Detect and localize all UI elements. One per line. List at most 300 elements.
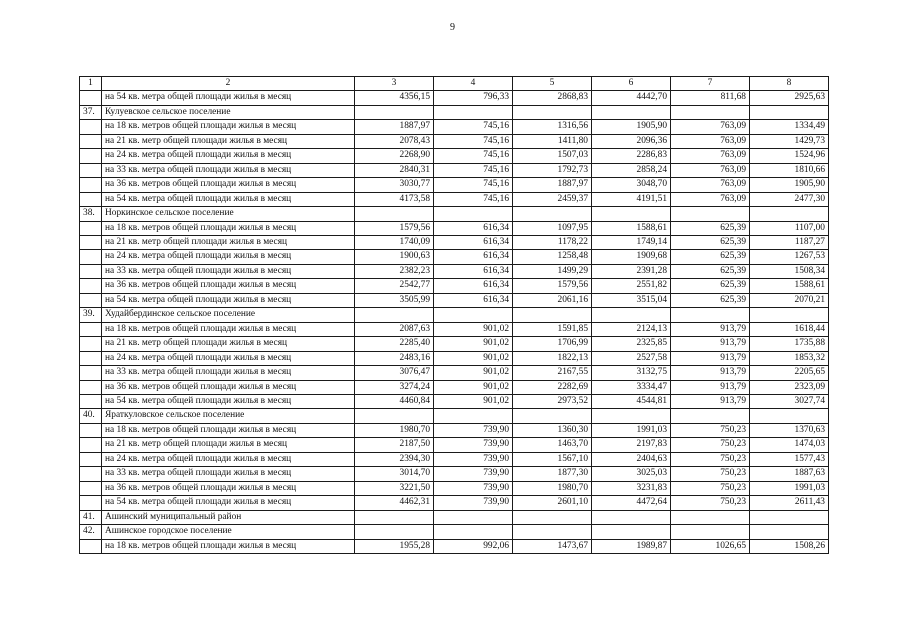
row-label: на 24 кв. метра общей площади жилья в месяц (102, 250, 355, 264)
column-header: 5 (513, 77, 592, 91)
value-cell: 750,23 (671, 423, 750, 437)
value-cell: 2187,50 (355, 438, 434, 452)
value-cell: 4472,64 (592, 496, 671, 510)
value-cell: 1267,53 (750, 250, 829, 264)
value-cell: 1507,03 (513, 149, 592, 163)
table-row (80, 337, 829, 351)
value-cell: 750,23 (671, 467, 750, 481)
value-cell: 4462,31 (355, 496, 434, 510)
value-cell: 2858,24 (592, 163, 671, 177)
value-cell: 4356,15 (355, 91, 434, 105)
value-cell: 1579,56 (513, 279, 592, 293)
row-label: на 24 кв. метра общей площади жилья в месяц (102, 149, 355, 163)
row-label: на 54 кв. метра общей площади жилья в месяц (102, 91, 355, 105)
row-number (80, 380, 102, 394)
value-cell: 616,34 (434, 250, 513, 264)
row-number: 37. (80, 105, 102, 119)
value-cell: 763,09 (671, 163, 750, 177)
empty-cell (750, 207, 829, 221)
row-label: на 21 кв. метр общей площади жилья в месяц (102, 337, 355, 351)
value-cell: 796,33 (434, 91, 513, 105)
value-cell: 616,34 (434, 293, 513, 307)
value-cell: 1473,67 (513, 539, 592, 553)
column-header: 1 (80, 77, 102, 91)
table-row (80, 467, 829, 481)
value-cell: 1508,34 (750, 264, 829, 278)
value-cell: 1989,87 (592, 539, 671, 553)
value-cell: 3231,83 (592, 481, 671, 495)
value-cell: 1026,65 (671, 539, 750, 553)
value-cell: 750,23 (671, 481, 750, 495)
value-cell: 901,02 (434, 322, 513, 336)
table-row (80, 221, 829, 235)
value-cell: 625,39 (671, 235, 750, 249)
value-cell: 2286,83 (592, 149, 671, 163)
value-cell: 2459,37 (513, 192, 592, 206)
empty-cell (671, 308, 750, 322)
row-number (80, 452, 102, 466)
row-number (80, 134, 102, 148)
empty-cell (750, 510, 829, 524)
row-label: на 18 кв. метров общей площади жилья в месяц (102, 539, 355, 553)
value-cell: 901,02 (434, 366, 513, 380)
value-cell: 992,06 (434, 539, 513, 553)
table-row (80, 481, 829, 495)
value-cell: 1178,22 (513, 235, 592, 249)
value-cell: 1258,48 (513, 250, 592, 264)
row-label: на 36 кв. метров общей площади жилья в месяц (102, 481, 355, 495)
empty-cell (750, 308, 829, 322)
value-cell: 1524,96 (750, 149, 829, 163)
row-label: на 54 кв. метра общей площади жилья в месяц (102, 394, 355, 408)
value-cell: 3334,47 (592, 380, 671, 394)
empty-cell (592, 207, 671, 221)
row-label: на 24 кв. метра общей площади жилья в месяц (102, 351, 355, 365)
value-cell: 3030,77 (355, 178, 434, 192)
empty-cell (355, 409, 434, 423)
row-label: на 33 кв. метра общей площади жилья в месяц (102, 163, 355, 177)
table-row (80, 163, 829, 177)
tariff-table (79, 76, 829, 554)
empty-cell (671, 525, 750, 539)
table-row (80, 134, 829, 148)
row-number (80, 467, 102, 481)
value-cell: 2061,16 (513, 293, 592, 307)
value-cell: 1905,90 (750, 178, 829, 192)
value-cell: 2391,28 (592, 264, 671, 278)
section-title: Худайбердинское сельское поселение (102, 308, 355, 322)
page-number: 9 (450, 22, 455, 33)
row-number (80, 438, 102, 452)
value-cell: 763,09 (671, 178, 750, 192)
table-row (80, 351, 829, 365)
value-cell: 1853,32 (750, 351, 829, 365)
value-cell: 1991,03 (750, 481, 829, 495)
value-cell: 3132,75 (592, 366, 671, 380)
row-number (80, 322, 102, 336)
row-number: 41. (80, 510, 102, 524)
row-label: на 18 кв. метров общей площади жилья в месяц (102, 120, 355, 134)
value-cell: 2285,40 (355, 337, 434, 351)
table-row (80, 279, 829, 293)
row-label: на 18 кв. метров общей площади жилья в месяц (102, 322, 355, 336)
value-cell: 4544,81 (592, 394, 671, 408)
table-row (80, 250, 829, 264)
empty-cell (355, 308, 434, 322)
row-number (80, 192, 102, 206)
row-label: на 36 кв. метров общей площади жилья в месяц (102, 178, 355, 192)
value-cell: 1463,70 (513, 438, 592, 452)
value-cell: 4442,70 (592, 91, 671, 105)
value-cell: 1508,26 (750, 539, 829, 553)
empty-cell (592, 409, 671, 423)
value-cell: 4173,58 (355, 192, 434, 206)
value-cell: 1577,43 (750, 452, 829, 466)
column-header: 6 (592, 77, 671, 91)
empty-cell (355, 105, 434, 119)
value-cell: 2070,21 (750, 293, 829, 307)
empty-cell (671, 510, 750, 524)
section-row (80, 308, 829, 322)
value-cell: 1588,61 (750, 279, 829, 293)
value-cell: 1567,10 (513, 452, 592, 466)
value-cell: 1370,63 (750, 423, 829, 437)
value-cell: 1980,70 (355, 423, 434, 437)
value-cell: 739,90 (434, 452, 513, 466)
empty-cell (513, 510, 592, 524)
table-row (80, 423, 829, 437)
column-header: 8 (750, 77, 829, 91)
table-row (80, 264, 829, 278)
value-cell: 913,79 (671, 366, 750, 380)
value-cell: 2087,63 (355, 322, 434, 336)
value-cell: 1955,28 (355, 539, 434, 553)
table-row (80, 149, 829, 163)
value-cell: 1792,73 (513, 163, 592, 177)
value-cell: 3505,99 (355, 293, 434, 307)
row-number: 40. (80, 409, 102, 423)
value-cell: 2483,16 (355, 351, 434, 365)
table-row (80, 293, 829, 307)
value-cell: 811,68 (671, 91, 750, 105)
value-cell: 901,02 (434, 394, 513, 408)
value-cell: 739,90 (434, 438, 513, 452)
empty-cell (434, 409, 513, 423)
value-cell: 1887,97 (513, 178, 592, 192)
value-cell: 1591,85 (513, 322, 592, 336)
value-cell: 625,39 (671, 250, 750, 264)
value-cell: 763,09 (671, 149, 750, 163)
section-title: Ашинский муниципальный район (102, 510, 355, 524)
empty-cell (434, 525, 513, 539)
empty-cell (355, 510, 434, 524)
row-number (80, 264, 102, 278)
value-cell: 763,09 (671, 134, 750, 148)
table-row (80, 438, 829, 452)
value-cell: 2542,77 (355, 279, 434, 293)
value-cell: 745,16 (434, 120, 513, 134)
table-row (80, 452, 829, 466)
value-cell: 1334,49 (750, 120, 829, 134)
value-cell: 3515,04 (592, 293, 671, 307)
row-number (80, 394, 102, 408)
value-cell: 4191,51 (592, 192, 671, 206)
table-header-row (80, 77, 829, 91)
value-cell: 1706,99 (513, 337, 592, 351)
value-cell: 2167,55 (513, 366, 592, 380)
value-cell: 1740,09 (355, 235, 434, 249)
value-cell: 616,34 (434, 279, 513, 293)
row-number (80, 496, 102, 510)
value-cell: 901,02 (434, 351, 513, 365)
empty-cell (513, 525, 592, 539)
value-cell: 2205,65 (750, 366, 829, 380)
row-number (80, 235, 102, 249)
section-title: Кулуевское сельское поселение (102, 105, 355, 119)
table-row (80, 192, 829, 206)
row-label: на 54 кв. метра общей площади жилья в месяц (102, 192, 355, 206)
value-cell: 745,16 (434, 178, 513, 192)
value-cell: 2601,10 (513, 496, 592, 510)
value-cell: 1900,63 (355, 250, 434, 264)
empty-cell (513, 409, 592, 423)
empty-cell (671, 207, 750, 221)
value-cell: 2096,36 (592, 134, 671, 148)
value-cell: 1749,14 (592, 235, 671, 249)
section-row (80, 409, 829, 423)
value-cell: 2404,63 (592, 452, 671, 466)
value-cell: 2611,43 (750, 496, 829, 510)
table-row (80, 496, 829, 510)
table-row (80, 394, 829, 408)
value-cell: 1411,80 (513, 134, 592, 148)
row-number (80, 163, 102, 177)
row-label: на 24 кв. метра общей площади жилья в месяц (102, 452, 355, 466)
value-cell: 4460,84 (355, 394, 434, 408)
column-header: 2 (102, 77, 355, 91)
row-number: 38. (80, 207, 102, 221)
value-cell: 745,16 (434, 163, 513, 177)
empty-cell (750, 409, 829, 423)
value-cell: 745,16 (434, 134, 513, 148)
value-cell: 913,79 (671, 380, 750, 394)
row-label: на 18 кв. метров общей площади жилья в месяц (102, 423, 355, 437)
value-cell: 2325,85 (592, 337, 671, 351)
row-number (80, 91, 102, 105)
value-cell: 745,16 (434, 192, 513, 206)
table-row (80, 366, 829, 380)
value-cell: 1618,44 (750, 322, 829, 336)
value-cell: 1316,56 (513, 120, 592, 134)
column-header: 4 (434, 77, 513, 91)
value-cell: 2840,31 (355, 163, 434, 177)
row-number (80, 481, 102, 495)
empty-cell (513, 105, 592, 119)
table-row (80, 380, 829, 394)
value-cell: 1887,63 (750, 467, 829, 481)
section-row (80, 525, 829, 539)
value-cell: 1909,68 (592, 250, 671, 264)
section-row (80, 207, 829, 221)
section-row (80, 510, 829, 524)
value-cell: 3025,03 (592, 467, 671, 481)
value-cell: 1980,70 (513, 481, 592, 495)
row-label: на 33 кв. метра общей площади жилья в месяц (102, 264, 355, 278)
value-cell: 2477,30 (750, 192, 829, 206)
row-label: на 21 кв. метр общей площади жилья в месяц (102, 134, 355, 148)
value-cell: 1810,66 (750, 163, 829, 177)
empty-cell (513, 207, 592, 221)
value-cell: 1360,30 (513, 423, 592, 437)
row-number: 39. (80, 308, 102, 322)
value-cell: 1097,95 (513, 221, 592, 235)
value-cell: 2551,82 (592, 279, 671, 293)
row-number (80, 250, 102, 264)
value-cell: 913,79 (671, 394, 750, 408)
value-cell: 763,09 (671, 120, 750, 134)
value-cell: 2078,43 (355, 134, 434, 148)
value-cell: 750,23 (671, 452, 750, 466)
value-cell: 1735,88 (750, 337, 829, 351)
value-cell: 739,90 (434, 496, 513, 510)
value-cell: 1107,00 (750, 221, 829, 235)
value-cell: 750,23 (671, 438, 750, 452)
value-cell: 763,09 (671, 192, 750, 206)
table-row (80, 120, 829, 134)
section-title: Норкинское сельское поселение (102, 207, 355, 221)
row-number: 42. (80, 525, 102, 539)
value-cell: 616,34 (434, 235, 513, 249)
value-cell: 739,90 (434, 423, 513, 437)
row-number (80, 221, 102, 235)
row-label: на 54 кв. метра общей площади жилья в месяц (102, 496, 355, 510)
row-number (80, 351, 102, 365)
table-row (80, 235, 829, 249)
value-cell: 2268,90 (355, 149, 434, 163)
column-header: 7 (671, 77, 750, 91)
empty-cell (355, 525, 434, 539)
empty-cell (671, 105, 750, 119)
value-cell: 1474,03 (750, 438, 829, 452)
row-number (80, 279, 102, 293)
value-cell: 750,23 (671, 496, 750, 510)
value-cell: 1887,97 (355, 120, 434, 134)
value-cell: 1905,90 (592, 120, 671, 134)
value-cell: 2323,09 (750, 380, 829, 394)
row-number (80, 366, 102, 380)
empty-cell (434, 105, 513, 119)
value-cell: 913,79 (671, 322, 750, 336)
value-cell: 2382,23 (355, 264, 434, 278)
value-cell: 3221,50 (355, 481, 434, 495)
empty-cell (592, 525, 671, 539)
value-cell: 901,02 (434, 337, 513, 351)
value-cell: 1429,73 (750, 134, 829, 148)
value-cell: 2973,52 (513, 394, 592, 408)
value-cell: 3014,70 (355, 467, 434, 481)
value-cell: 625,39 (671, 264, 750, 278)
value-cell: 3274,24 (355, 380, 434, 394)
row-label: на 18 кв. метров общей площади жилья в месяц (102, 221, 355, 235)
value-cell: 3076,47 (355, 366, 434, 380)
row-label: на 54 кв. метра общей площади жилья в месяц (102, 293, 355, 307)
row-label: на 21 кв. метр общей площади жилья в месяц (102, 235, 355, 249)
value-cell: 625,39 (671, 279, 750, 293)
value-cell: 2394,30 (355, 452, 434, 466)
column-header: 3 (355, 77, 434, 91)
section-title: Ашинское городское поселение (102, 525, 355, 539)
table-row (80, 322, 829, 336)
value-cell: 745,16 (434, 149, 513, 163)
row-number (80, 120, 102, 134)
table-row (80, 539, 829, 553)
value-cell: 913,79 (671, 337, 750, 351)
value-cell: 625,39 (671, 293, 750, 307)
value-cell: 1579,56 (355, 221, 434, 235)
value-cell: 739,90 (434, 481, 513, 495)
empty-cell (750, 525, 829, 539)
empty-cell (513, 308, 592, 322)
value-cell: 739,90 (434, 467, 513, 481)
row-label: на 36 кв. метров общей площади жилья в месяц (102, 279, 355, 293)
empty-cell (750, 105, 829, 119)
value-cell: 1187,27 (750, 235, 829, 249)
section-row (80, 105, 829, 119)
value-cell: 2527,58 (592, 351, 671, 365)
row-label: на 33 кв. метра общей площади жилья в месяц (102, 467, 355, 481)
value-cell: 1499,29 (513, 264, 592, 278)
row-number (80, 178, 102, 192)
value-cell: 2868,83 (513, 91, 592, 105)
section-title: Яраткуловское сельское поселение (102, 409, 355, 423)
value-cell: 913,79 (671, 351, 750, 365)
empty-cell (355, 207, 434, 221)
empty-cell (434, 207, 513, 221)
table-body (80, 77, 829, 554)
row-number (80, 149, 102, 163)
value-cell: 1877,30 (513, 467, 592, 481)
value-cell: 616,34 (434, 221, 513, 235)
value-cell: 2197,83 (592, 438, 671, 452)
row-label: на 36 кв. метров общей площади жилья в месяц (102, 380, 355, 394)
empty-cell (592, 308, 671, 322)
value-cell: 1588,61 (592, 221, 671, 235)
value-cell: 2282,69 (513, 380, 592, 394)
value-cell: 901,02 (434, 380, 513, 394)
empty-cell (434, 510, 513, 524)
row-number (80, 423, 102, 437)
row-label: на 21 кв. метр общей площади жилья в месяц (102, 438, 355, 452)
value-cell: 2925,63 (750, 91, 829, 105)
table-row (80, 178, 829, 192)
row-number (80, 337, 102, 351)
empty-cell (592, 510, 671, 524)
table-row (80, 91, 829, 105)
empty-cell (434, 308, 513, 322)
value-cell: 3027,74 (750, 394, 829, 408)
value-cell: 616,34 (434, 264, 513, 278)
row-label: на 33 кв. метра общей площади жилья в месяц (102, 366, 355, 380)
empty-cell (592, 105, 671, 119)
empty-cell (671, 409, 750, 423)
row-number (80, 539, 102, 553)
value-cell: 2124,13 (592, 322, 671, 336)
value-cell: 625,39 (671, 221, 750, 235)
value-cell: 3048,70 (592, 178, 671, 192)
value-cell: 1991,03 (592, 423, 671, 437)
value-cell: 1822,13 (513, 351, 592, 365)
row-number (80, 293, 102, 307)
